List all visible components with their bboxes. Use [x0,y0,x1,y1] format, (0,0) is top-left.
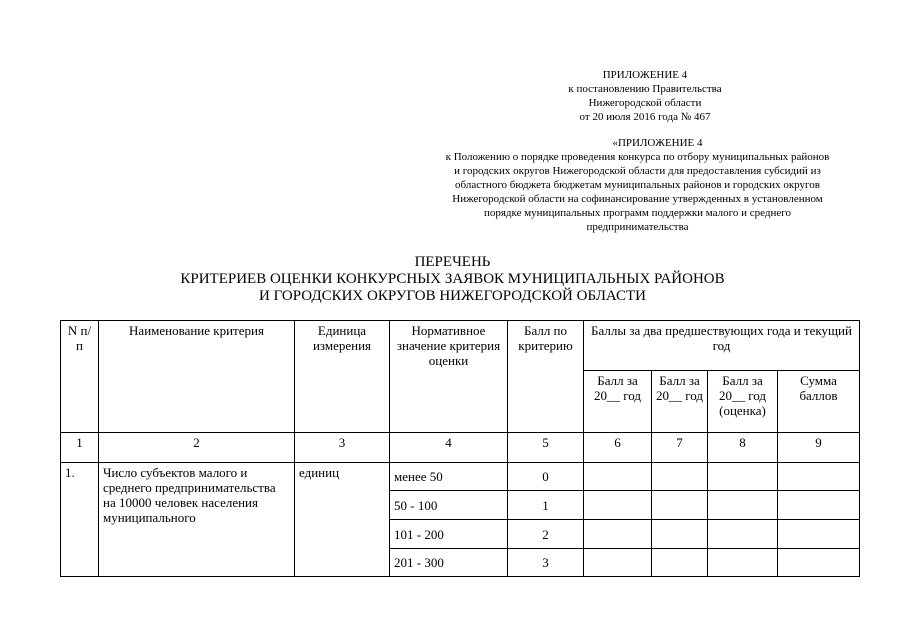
heading-line-2: КРИТЕРИЕВ ОЦЕНКИ КОНКУРСНЫХ ЗАЯВОК МУНИЦИПАЛЬНЫХ РАЙОНОВ [180,271,725,287]
column-number: 9 [778,433,860,463]
appendix-reference-block [420,136,855,234]
empty-cell [708,463,778,491]
score-value: 3 [508,549,584,577]
appendix-line: Нижегородской области [588,97,702,109]
appendix-reference-line: предпринимательства [586,221,689,233]
appendix-reference-line: порядке муниципальных программ поддержки малого и среднего [483,207,792,219]
criterion-unit: единиц [295,463,390,577]
header-sub1: Балл за 20__ год [584,371,652,433]
empty-cell [778,549,860,577]
table-header-row [61,321,860,371]
appendix-line: от 20 июля 2016 года № 467 [579,111,711,123]
header-sub3: Балл за 20__ год (оценка) [708,371,778,433]
score-value: 0 [508,463,584,491]
norm-value: 201 - 300 [390,549,508,577]
appendix-reference-line: областного бюджета бюджетам муниципальных районов и городских округов [455,179,820,191]
appendix-title: ПРИЛОЖЕНИЕ 4 [602,69,688,81]
empty-cell [652,491,708,520]
appendix-block [520,68,770,124]
column-number: 5 [508,433,584,463]
empty-cell [708,520,778,549]
table-row [61,463,860,491]
empty-cell [652,463,708,491]
empty-cell [778,520,860,549]
criterion-number: 1. [61,463,99,577]
header-sub4: Сумма баллов [778,371,860,433]
norm-value: менее 50 [390,463,508,491]
column-number: 1 [61,433,99,463]
header-num: N п/п [61,321,99,433]
empty-cell [584,463,652,491]
appendix-line: к постановлению Правительства [568,83,722,95]
empty-cell [584,520,652,549]
header-score: Балл по критерию [508,321,584,433]
header-sub2: Балл за 20__ год [652,371,708,433]
empty-cell [778,491,860,520]
document-heading [0,254,905,305]
norm-value: 50 - 100 [390,491,508,520]
score-value: 2 [508,520,584,549]
column-number: 4 [390,433,508,463]
empty-cell [652,520,708,549]
header-unit: Единица измерения [295,321,390,433]
empty-cell [778,463,860,491]
score-value: 1 [508,491,584,520]
empty-cell [708,491,778,520]
header-group: Баллы за два предшествующих года и текущий год [584,321,860,371]
empty-cell [652,549,708,577]
column-number: 7 [652,433,708,463]
empty-cell [584,549,652,577]
heading-line-1: ПЕРЕЧЕНЬ [414,254,491,270]
appendix-reference-line: к Положению о порядке проведения конкурса по отбору муниципальных районов [445,151,830,163]
criterion-name: Число субъектов малого и среднего предпринимательства на 10000 человек населения муниципального [99,463,295,577]
norm-value: 101 - 200 [390,520,508,549]
appendix-reference-title: «ПРИЛОЖЕНИЕ 4 [612,137,703,149]
column-number: 3 [295,433,390,463]
column-number: 8 [708,433,778,463]
appendix-reference-line: и городских округов Нижегородской области для предоставления субсидий из [454,165,821,177]
column-number: 6 [584,433,652,463]
header-norm: Нормативное значение критерия оценки [390,321,508,433]
empty-cell [708,549,778,577]
heading-line-3: И ГОРОДСКИХ ОКРУГОВ НИЖЕГОРОДСКОЙ ОБЛАСТИ [259,288,646,304]
criteria-table [60,320,860,577]
empty-cell [584,491,652,520]
column-number: 2 [99,433,295,463]
header-name: Наименование критерия [99,321,295,433]
appendix-reference-line: Нижегородской области на софинансирование утвержденных в установленном [452,193,823,205]
column-number-row [61,433,860,463]
